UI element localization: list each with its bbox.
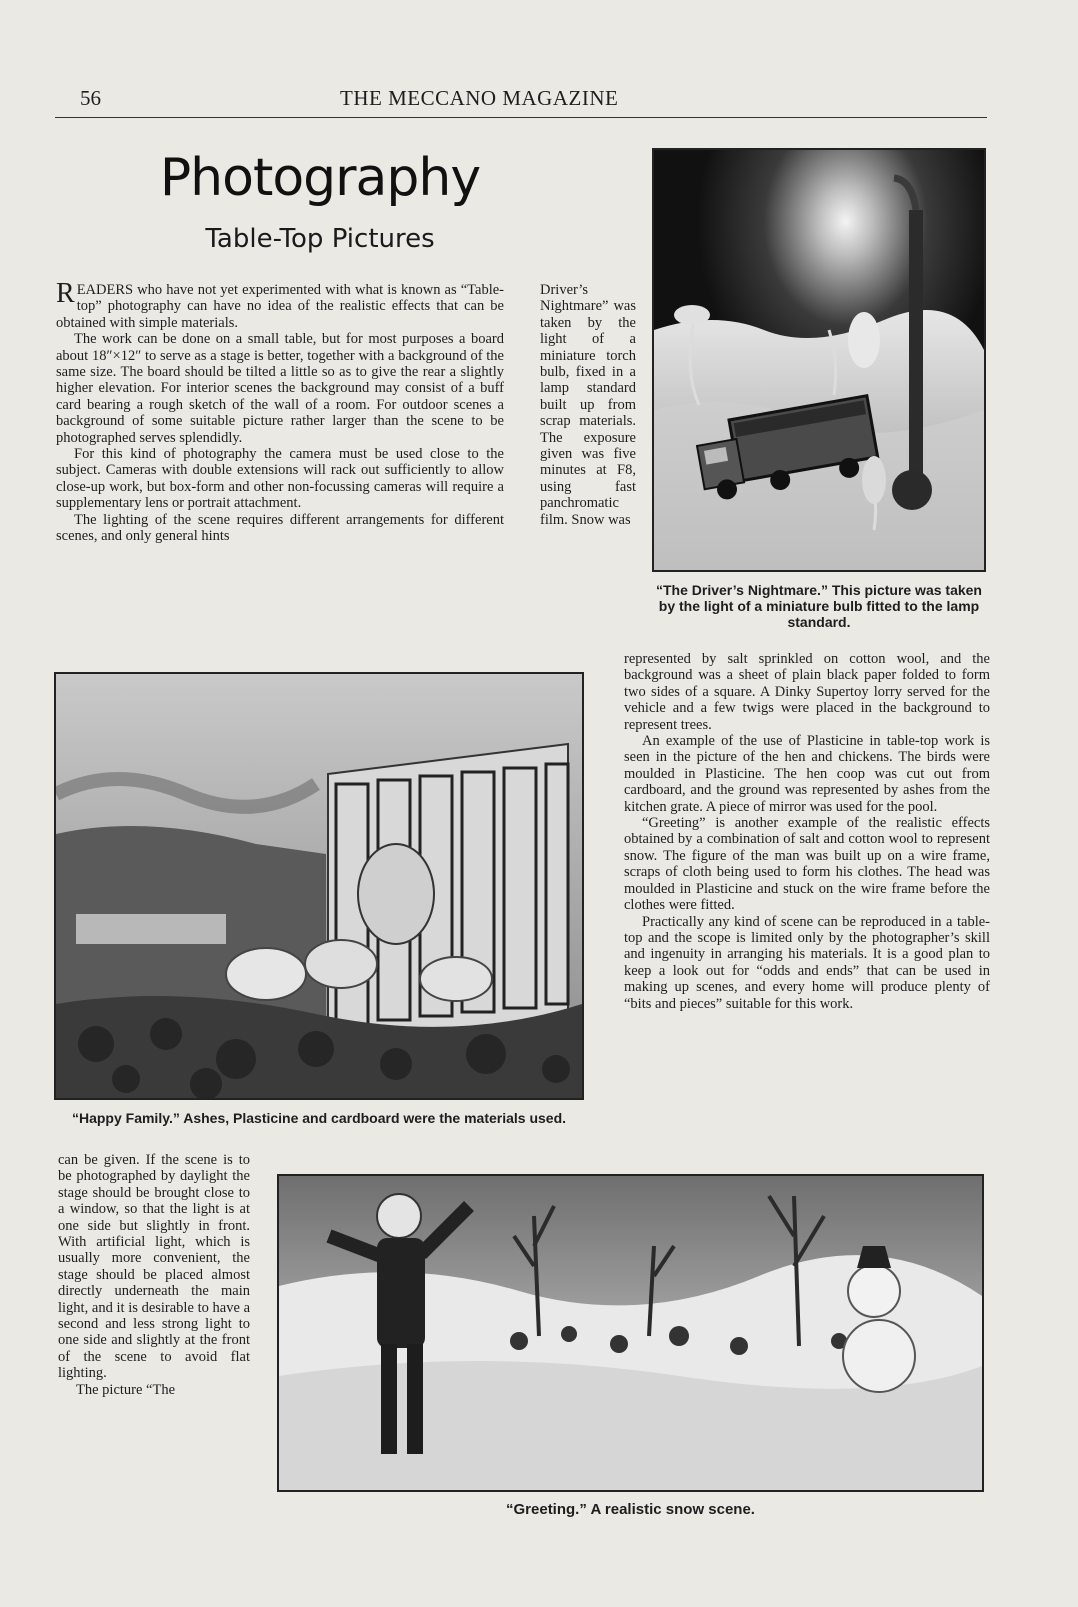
article-title: Photography	[159, 148, 481, 208]
nightmare-caption: “The Driver’s Nightmare.” This picture was taken by the light of a miniature bulb fitted to the lamp standard.	[656, 582, 982, 630]
header-rule	[55, 117, 987, 118]
bottom-paragraph-1: can be given. If the scene is to be photographed by daylight the stage should be brought close to a window, so that the light is at one side but slightly in front. With artificial light, which is usually more convenient, the stage should be placed almost directly underneath the main light, and it is desirable to have a second and less strong light to one side and slightly at the front of the scene to avoid flat lighting.	[58, 1152, 250, 1382]
happy-family-scene-image	[56, 674, 582, 1098]
happy-family-caption: “Happy Family.” Ashes, Plasticine and cardboard were the materials used.	[71, 1110, 567, 1126]
paragraph-2: The work can be done on a small table, but for most purposes a board about 18″×12″ to serve as a stage is better, together with a background of the same size. The board should be tilted a little so as to give the rear a slightly higher elevation. For interior scenes the background may consist of a buff card bearing a rough sketch of the wall of a room. For outdoor scenes a background of some suitable picture rather larger than the scene to be photographed serves splendidly.	[56, 331, 504, 446]
magazine-title: THE MECCANO MAGAZINE	[340, 86, 619, 110]
narrow-column	[540, 282, 636, 528]
right-column	[624, 651, 990, 1012]
right-paragraph-1: represented by salt sprinkled on cotton wool, and the background was a sheet of plain black paper folded to form two sides of a square. A Dinky Supertoy lorry served for the vehicle and a few twigs were placed in the background to represent trees.	[624, 651, 990, 733]
bottom-paragraph-2: The picture “The	[76, 1381, 176, 1398]
happy-family-photo	[54, 672, 584, 1100]
nightmare-scene-image	[654, 150, 984, 570]
right-paragraph-4: Practically any kind of scene can be reproduced in a table-top and the scope is limited only by the photographer’s skill and ingenuity in arranging his materials. It is a good plan to keep a look out for “odds and ends” that can be used in making up scenes, and every home will produce plenty of “bits and pieces” suitable for this work.	[624, 913, 990, 1012]
right-paragraph-3: “Greeting” is another example of the realistic effects obtained by a combination of salt and cotton wool to represent snow. The figure of the man was built up on a wire frame, scraps of cloth being used to form his clothes. The head was moulded in Plasticine and stuck on the wire frame before the clothes were fitted.	[624, 815, 990, 914]
paragraph-1-text: EADERS who have not yet experimented with what is known as “Table-top” photography can have no idea of the realistic effects that can be obtained with simple materials.	[56, 282, 504, 331]
nightmare-photo	[652, 148, 986, 572]
greeting-photo	[277, 1174, 984, 1492]
narrow-column-text: Driver’s Nightmare” was taken by the light of a miniature torch bulb, fixed in a lamp standard built up from scrap materials. The exposure given was five minutes at F8, using fast panchromatic film. Snow was	[540, 282, 636, 528]
drop-cap: R	[56, 278, 75, 309]
paragraph-1	[56, 278, 504, 331]
paragraph-4: The lighting of the scene requires different arrangements for different scenes, and only general hints	[56, 511, 504, 545]
bottom-left-column	[58, 1152, 250, 1398]
greeting-scene-image	[279, 1176, 982, 1490]
article-subtitle: Table-Top Pictures	[205, 224, 435, 254]
greeting-caption: “Greeting.” A realistic snow scene.	[506, 1501, 755, 1518]
right-paragraph-2: An example of the use of Plasticine in table-top work is seen in the picture of the hen and chickens. The birds were moulded in Plasticine. The hen coop was cut out from cardboard, and the ground was represented by ashes from the kitchen grate. A piece of mirror was used for the pool.	[624, 733, 990, 815]
intro-column	[56, 278, 504, 545]
page-number: 56	[80, 86, 101, 110]
paragraph-3: For this kind of photography the camera must be used close to the subject. Cameras with double extensions will rack out sufficiently to allow close-up work, but box-form and other non-focussing cameras will require a supplementary lens or portrait attachment.	[56, 446, 504, 512]
